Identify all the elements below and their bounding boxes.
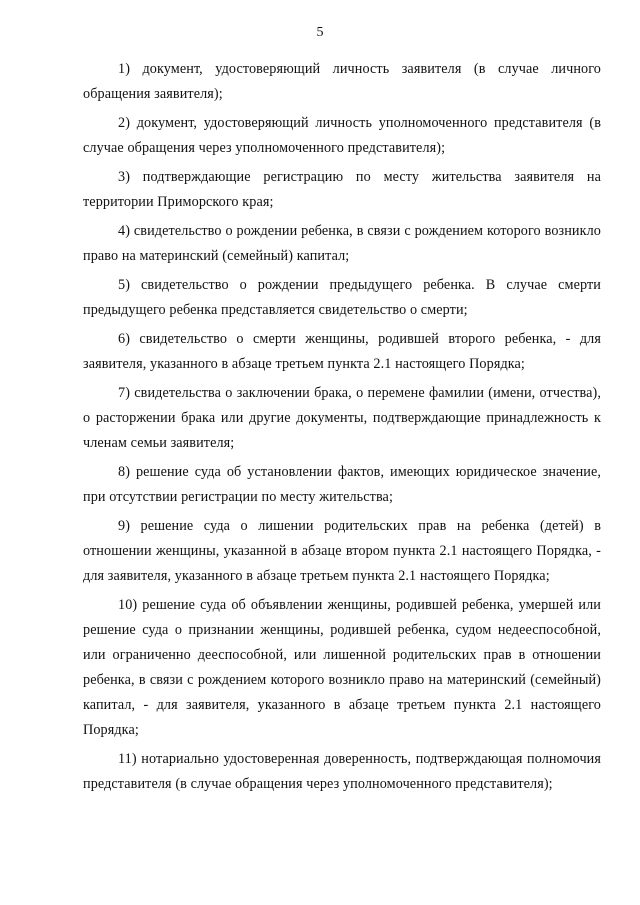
list-item: 9) решение суда о лишении родительских прав на ребенка (детей) в отношении женщины, указанной в абзаце втором пункта 2.1 настоящего Порядка, - для заявителя, указанного в абзаце третьем пункта 2.1 настоящего Порядка; (83, 518, 601, 584)
list-item: 10) решение суда об объявлении женщины, родившей ребенка, умершей или решение суда о признании женщины, родившей ребенка, судом недееспособной, или ограниченно дееспособной, или лишенной родительских прав в отношении ребенка, в связи с рождением которого возникло право на материнский (семейный) капитал, - для заявителя, указанного в абзаце третьем пункта 2.1 настоящего Порядка; (83, 597, 601, 738)
list-item: 5) свидетельство о рождении предыдущего ребенка. В случае смерти предыдущего ребенка представляется свидетельство о смерти; (83, 277, 601, 318)
page-number: 5 (316, 25, 324, 40)
list-item: 6) свидетельство о смерти женщины, родившей второго ребенка, - для заявителя, указанного в абзаце третьем пункта 2.1 настоящего Порядка; (83, 331, 601, 372)
list-item: 11) нотариально удостоверенная доверенность, подтверждающая полномочия представителя (в случае обращения через уполномоченного представителя); (83, 751, 601, 792)
list-item: 3) подтверждающие регистрацию по месту жительства заявителя на территории Приморского края; (83, 169, 601, 210)
list-item: 8) решение суда об установлении фактов, имеющих юридическое значение, при отсутствии регистрации по месту жительства; (83, 464, 601, 505)
document-body (83, 57, 601, 801)
list-item: 1) документ, удостоверяющий личность заявителя (в случае личного обращения заявителя); (83, 61, 601, 102)
list-item: 7) свидетельства о заключении брака, о перемене фамилии (имени, отчества), о расторжении брака или другие документы, подтверждающие принадлежность к членам семьи заявителя; (83, 385, 601, 451)
list-item: 2) документ, удостоверяющий личность уполномоченного представителя (в случае обращения через уполномоченного представителя); (83, 115, 601, 156)
list-item: 4) свидетельство о рождении ребенка, в связи с рождением которого возникло право на материнский (семейный) капитал; (83, 223, 601, 264)
